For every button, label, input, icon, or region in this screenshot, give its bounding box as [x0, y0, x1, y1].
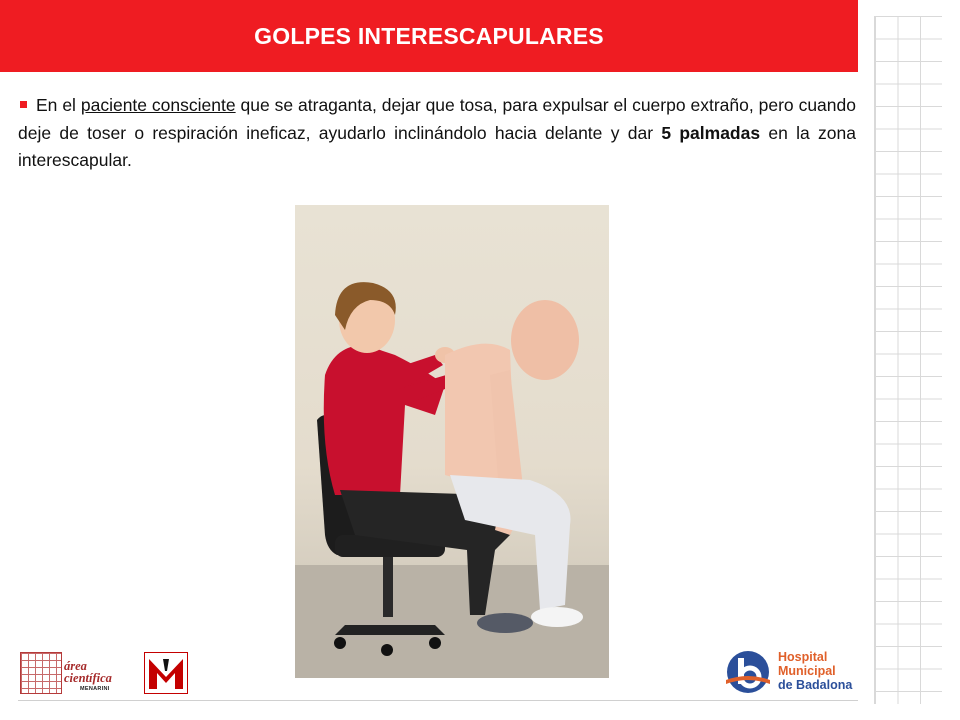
area-cientifica-logo — [20, 652, 170, 694]
bottom-divider — [18, 700, 858, 701]
logo-text-area: área — [64, 659, 87, 673]
hospital-b-circle-icon — [726, 650, 770, 694]
menarini-m-logo-icon — [144, 652, 188, 694]
bullet-text-part3: en la zona interescapular. — [18, 122, 856, 170]
grid-logo-icon — [20, 652, 62, 694]
hospital-text-line1: Hospital — [778, 650, 828, 664]
decorative-grid — [874, 16, 942, 704]
title-bar — [0, 0, 858, 72]
hospital-text-line2: Municipal — [778, 664, 836, 678]
bullet-underlined-text: paciente consciente — [80, 95, 236, 115]
photo-back-blows-demonstration — [295, 205, 609, 678]
bullet-text-part2: que se atraganta, dejar que tosa, para expulsar el cuerpo extraño, pero cuando deje de toser o respiración ineficaz, ayudarlo inclinándolo hacia delante y dar — [18, 95, 856, 143]
bullet-paragraph — [18, 92, 856, 175]
logo-text-menarini: MENARINI — [80, 686, 110, 692]
hospital-text-line3: de Badalona — [778, 678, 853, 692]
bullet-bold-text: 5 palmadas — [661, 122, 761, 143]
square-bullet-icon — [20, 101, 27, 108]
photo-illustration — [295, 205, 609, 678]
logo-text-cientifica: científica — [64, 671, 112, 685]
hospital-badalona-logo — [726, 648, 866, 696]
bullet-text-part1: En el — [36, 95, 81, 115]
slide-title: GOLPES INTERESCAPULARES — [254, 22, 604, 49]
